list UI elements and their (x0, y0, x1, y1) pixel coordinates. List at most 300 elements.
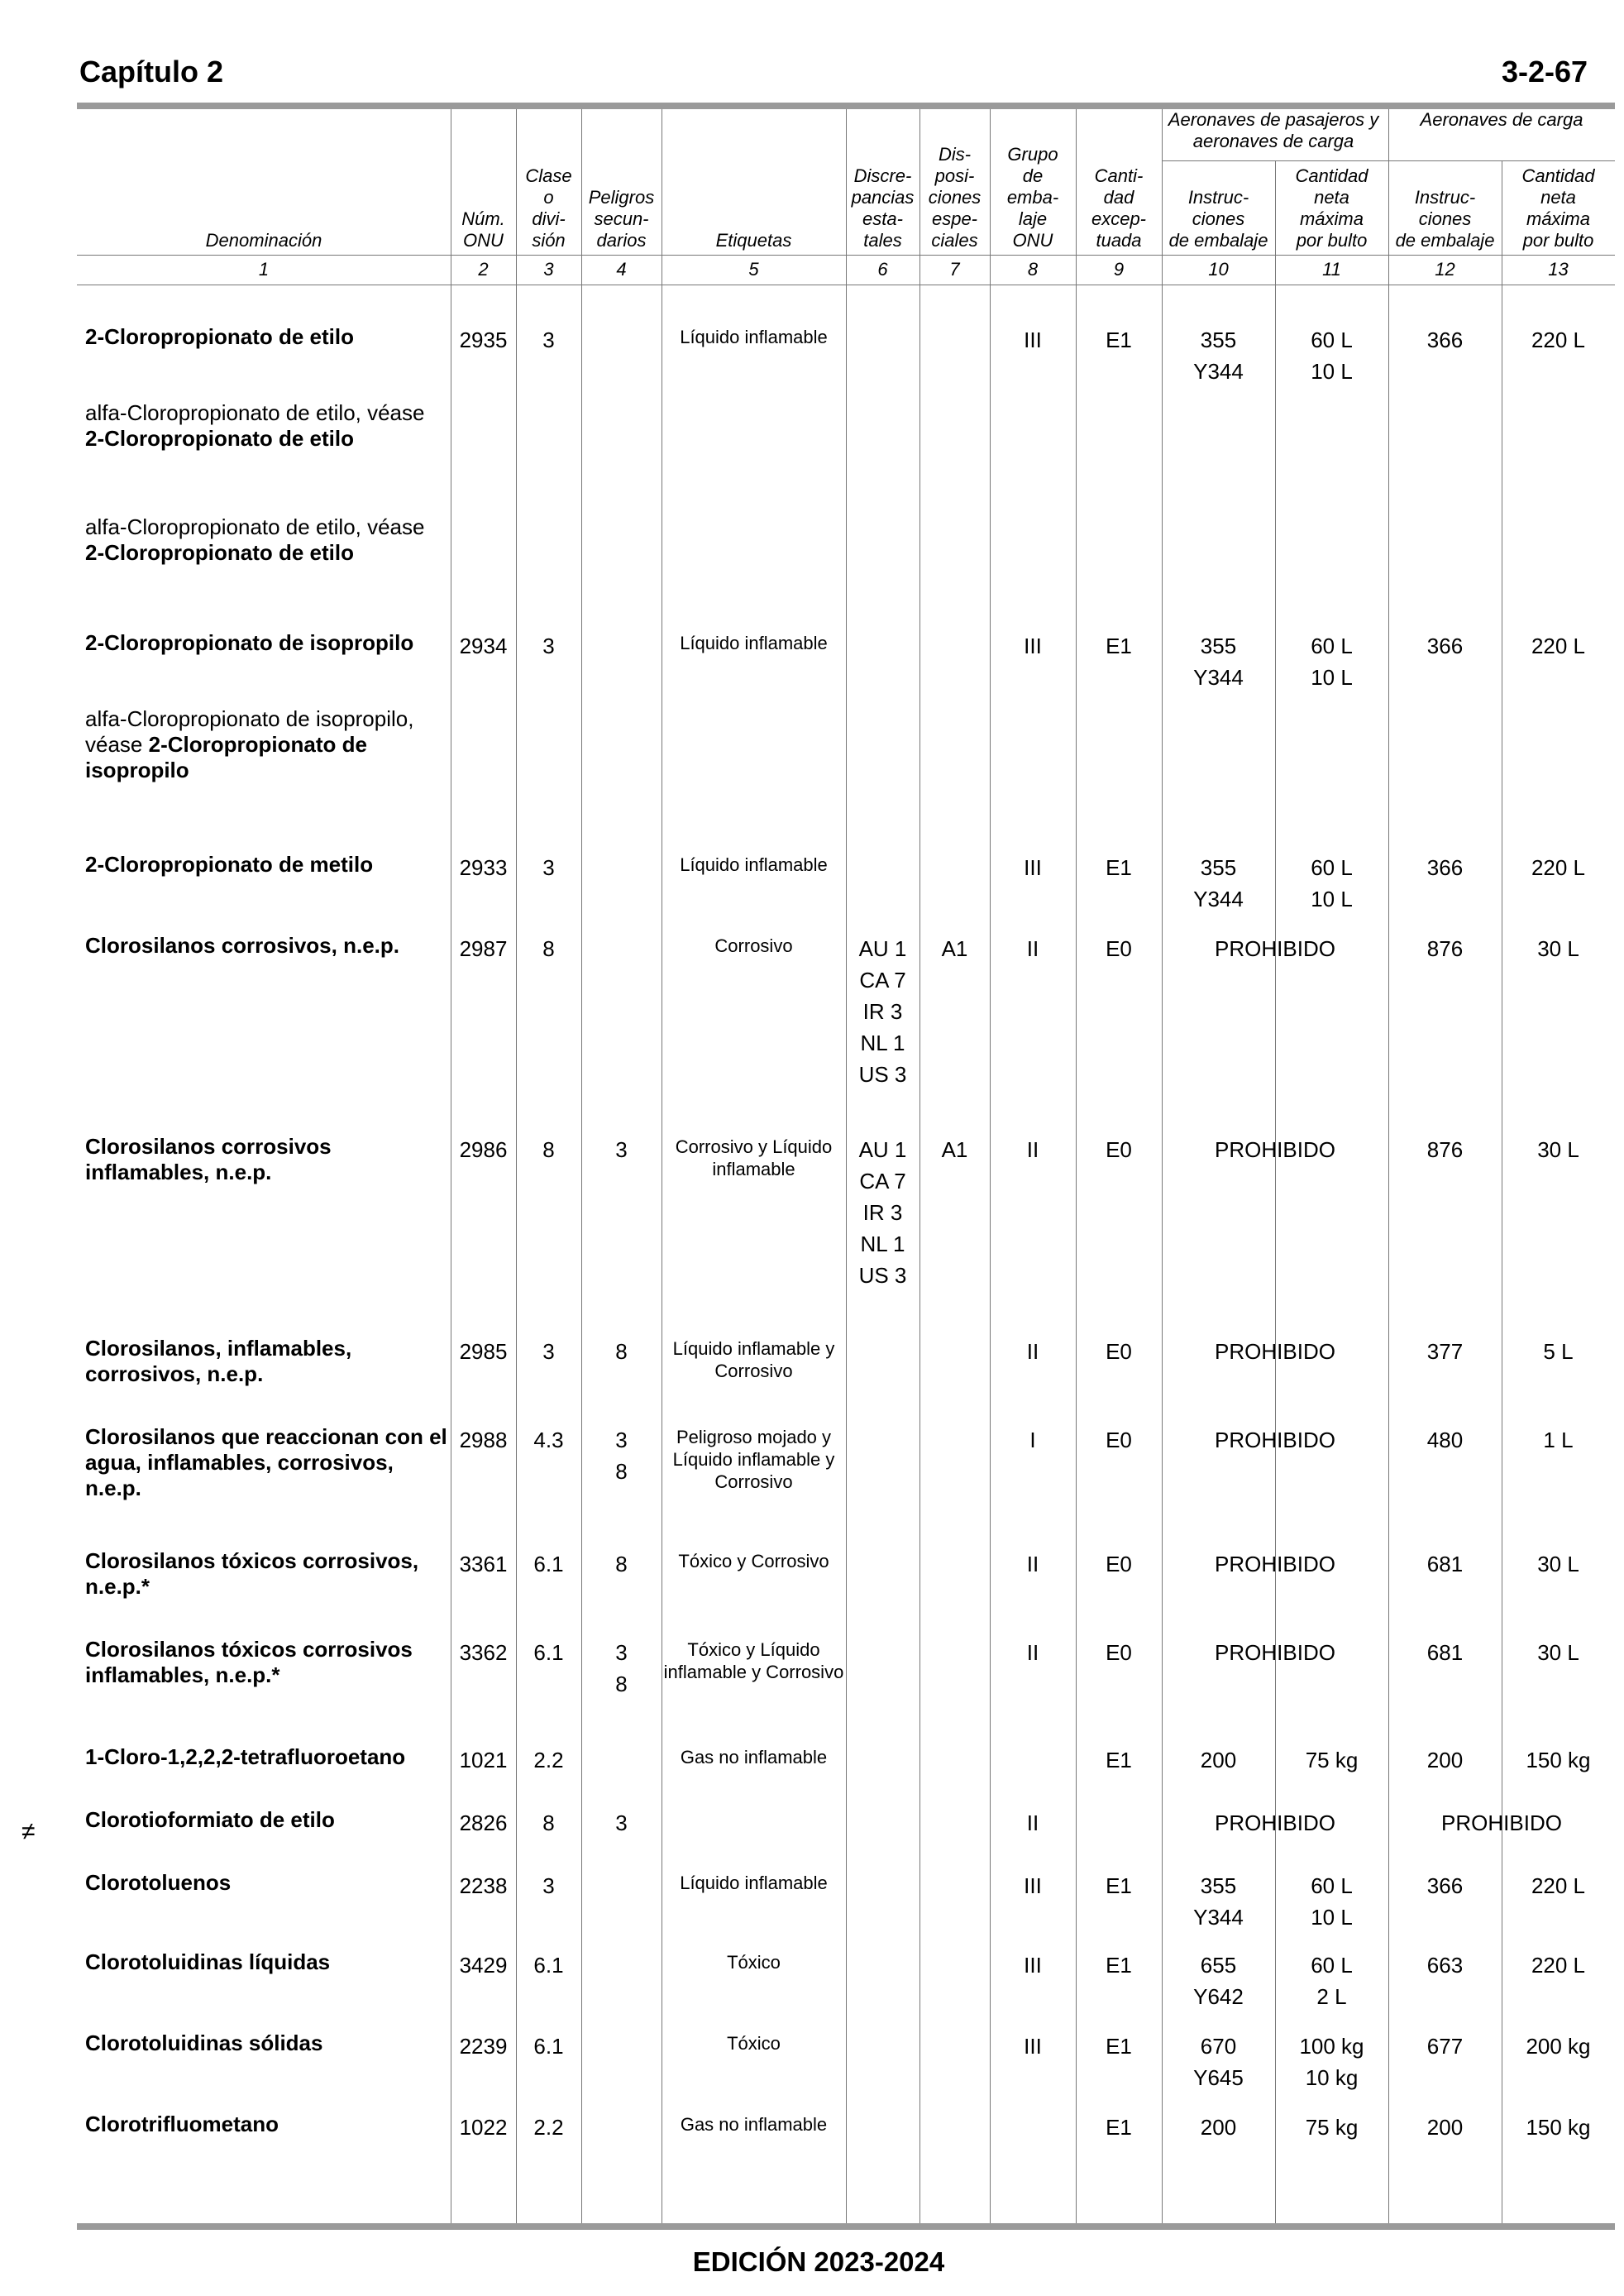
cargo-max-quantity: 220 L (1531, 634, 1586, 658)
column-header-line: espe- (931, 208, 978, 229)
cell-line: 10 kg (1305, 2065, 1359, 2090)
cell-line: NL 1 (860, 1031, 905, 1055)
packing-group: II (1026, 1137, 1039, 1162)
substance-name (85, 2031, 447, 2056)
excepted-quantity: E0 (1106, 1428, 1132, 1452)
cargo-packing-instruction: 681 (1426, 1640, 1464, 1665)
un-number: 2986 (459, 1137, 508, 1162)
cargo-max-quantity: 220 L (1531, 328, 1586, 352)
cargo-packing-instruction: 677 (1426, 2034, 1464, 2059)
cross-reference-text: alfa-Cloropropionato de isopropilo, véase (85, 706, 414, 757)
passenger-forbidden: PROHIBIDO (1215, 1640, 1335, 1665)
substance-name (85, 1424, 447, 1501)
cross-reference-text: alfa-Cloropropionato de etilo, véase (85, 400, 425, 425)
un-number: 2239 (459, 2034, 508, 2059)
cargo-max-quantity: 220 L (1531, 855, 1586, 880)
cell-line: 10 L (1311, 1905, 1353, 1930)
labels: Corrosivo (714, 935, 793, 956)
column-header-line: Peligros (588, 187, 655, 208)
column-header-line: Clase (525, 165, 572, 186)
column-header-7 (919, 144, 990, 251)
cargo-packing-instruction: 663 (1426, 1953, 1464, 1978)
column-number: 2 (478, 259, 489, 280)
column-header-10 (1162, 187, 1275, 251)
un-number: 2988 (459, 1428, 508, 1452)
cell-line: 2 L (1316, 1984, 1347, 2009)
subsidiary-hazards (581, 1424, 662, 1487)
proper-shipping-name: Clorotoluidinas sólidas (85, 2031, 323, 2055)
substance-name (85, 1807, 447, 1833)
column-header-line: por bulto (1296, 230, 1368, 251)
column-divider (990, 109, 991, 2223)
hazard-class: 3 (542, 1873, 555, 1898)
packing-group: II (1026, 1339, 1039, 1364)
excepted-quantity: E1 (1106, 1953, 1132, 1978)
proper-shipping-name: Clorosilanos, inflamables, corrosivos, n.e.p. (85, 1336, 352, 1386)
passenger-packing-instruction (1162, 852, 1275, 915)
column-header-line: Cantidad (1295, 165, 1368, 186)
passenger-packing-instruction (1162, 2031, 1275, 2093)
cell-line: 60 L (1311, 634, 1353, 658)
excepted-quantity: E1 (1106, 855, 1132, 880)
hazard-class: 6.1 (533, 1552, 564, 1576)
subsidiary-hazards (581, 1336, 662, 1367)
chapter-title: Capítulo 2 (79, 55, 224, 88)
packing-group: II (1026, 936, 1039, 961)
column-header-line: esta- (862, 208, 903, 229)
cargo-max-quantity: 150 kg (1526, 2115, 1591, 2140)
passenger-forbidden: PROHIBIDO (1215, 1137, 1335, 1162)
column-header-line: Etiquetas (715, 230, 792, 251)
column-number: 6 (877, 259, 888, 280)
proper-shipping-name: 2-Cloropropionato de etilo (85, 540, 354, 565)
column-header-line: divi- (532, 208, 566, 229)
substance-name (85, 324, 447, 350)
substance-name (85, 1870, 447, 1896)
hazard-class: 6.1 (533, 1640, 564, 1665)
column-header-13 (1502, 165, 1615, 251)
column-number: 1 (258, 259, 270, 280)
passenger-max-quantity (1275, 852, 1388, 915)
passenger-forbidden: PROHIBIDO (1215, 1428, 1335, 1452)
column-header-4 (581, 187, 662, 251)
column-header-line: de embalaje (1395, 230, 1495, 251)
cell-line: Y645 (1193, 2065, 1244, 2090)
substance-name (85, 2112, 447, 2137)
cargo-packing-instruction: 200 (1426, 1748, 1464, 1772)
column-header-line: posi- (934, 165, 975, 186)
cell-line: 75 kg (1305, 2115, 1359, 2140)
column-header-line: Canti- (1094, 165, 1144, 186)
cargo-max-quantity: 1 L (1543, 1428, 1574, 1452)
substance-name (85, 400, 447, 452)
substance-name (85, 852, 447, 878)
column-header-line: tales (863, 230, 902, 251)
column-header-line: o (543, 187, 554, 208)
column-header-line: por bulto (1522, 230, 1594, 251)
cargo-packing-instruction: 366 (1426, 634, 1464, 658)
passenger-forbidden: PROHIBIDO (1215, 936, 1335, 961)
cell-line: 60 L (1311, 328, 1353, 352)
proper-shipping-name: Clorotoluidinas líquidas (85, 1949, 331, 1974)
labels: Tóxico y Líquido inflamable y Corrosivo (663, 1639, 844, 1682)
column-header-line: tuada (1096, 230, 1142, 251)
column-divider (919, 109, 920, 2223)
cell-line: 60 L (1311, 1953, 1353, 1978)
column-header-8 (990, 144, 1076, 251)
hazard-class: 3 (542, 1339, 555, 1364)
substance-name (85, 1548, 447, 1600)
excepted-quantity: E1 (1106, 1748, 1132, 1772)
column-header-line: excep- (1091, 208, 1147, 229)
substance-name (85, 1637, 447, 1688)
column-number: 13 (1548, 259, 1569, 280)
cell-line: 355 (1200, 634, 1237, 658)
proper-shipping-name: 2-Cloropropionato de metilo (85, 852, 374, 877)
cargo-max-quantity: 220 L (1531, 1953, 1586, 1978)
hazard-class: 3 (542, 634, 555, 658)
column-divider (516, 109, 517, 2223)
un-number: 1021 (459, 1748, 508, 1772)
special-provisions: A1 (941, 936, 968, 961)
cell-line: 8 (615, 1339, 628, 1364)
excepted-quantity: E0 (1106, 1137, 1132, 1162)
un-number: 3362 (459, 1640, 508, 1665)
cell-line: 355 (1200, 328, 1237, 352)
passenger-max-quantity (1275, 324, 1388, 387)
revision-mark: ≠ (21, 1818, 36, 1845)
packing-group: II (1026, 1810, 1039, 1835)
cargo-max-quantity: 30 L (1537, 1640, 1579, 1665)
cell-line: 355 (1200, 1873, 1237, 1898)
column-number: 11 (1322, 259, 1341, 280)
page-number: 3-2-67 (1501, 55, 1588, 88)
column-header-line: neta (1540, 187, 1576, 208)
cell-line: 8 (615, 1552, 628, 1576)
cell-line: 200 (1200, 1748, 1237, 1772)
un-number: 2987 (459, 936, 508, 961)
edition-footer: EDICIÓN 2023-2024 (692, 2246, 945, 2277)
column-header-line: Cantidad (1521, 165, 1595, 186)
column-header-line: ciones (928, 187, 982, 208)
column-header-line: dad (1103, 187, 1134, 208)
un-number: 2985 (459, 1339, 508, 1364)
proper-shipping-name: Clorotrifluometano (85, 2112, 279, 2136)
column-header-line: secun- (594, 208, 649, 229)
cell-line: 3 (615, 1428, 628, 1452)
column-header-line: ONU (463, 230, 504, 251)
cargo-packing-instruction: 366 (1426, 328, 1464, 352)
labels: Líquido inflamable (680, 854, 828, 875)
un-number: 1022 (459, 2115, 508, 2140)
column-divider (1076, 109, 1077, 2223)
column-header-line: laje (1018, 208, 1048, 229)
cell-line: CA 7 (859, 968, 906, 993)
column-header-3 (516, 165, 581, 251)
packing-group: III (1024, 1953, 1042, 1978)
cell-line: 670 (1200, 2034, 1237, 2059)
column-header-line: emba- (1006, 187, 1059, 208)
special-provisions: A1 (941, 1137, 968, 1162)
cargo-packing-instruction: 366 (1426, 855, 1464, 880)
cell-line: AU 1 (858, 936, 907, 961)
cargo-packing-instruction: 876 (1426, 936, 1464, 961)
cargo-packing-instruction: 366 (1426, 1873, 1464, 1898)
column-header-line: pancias (851, 187, 915, 208)
proper-shipping-name: Clorosilanos corrosivos inflamables, n.e.p. (85, 1134, 332, 1184)
cell-line: CA 7 (859, 1169, 906, 1193)
excepted-quantity: E0 (1106, 1339, 1132, 1364)
column-divider (1388, 109, 1389, 2223)
passenger-packing-instruction (1162, 2112, 1275, 2143)
cross-reference-text: alfa-Cloropropionato de etilo, véase (85, 514, 425, 539)
cell-line: 8 (615, 1672, 628, 1696)
column-header-line: darios (596, 230, 647, 251)
labels: Líquido inflamable y Corrosivo (672, 1338, 835, 1381)
excepted-quantity: E1 (1106, 1873, 1132, 1898)
labels: Tóxico (727, 1952, 781, 1973)
column-header-line: Instruc- (1414, 187, 1476, 208)
substance-name (85, 1949, 447, 1975)
cargo-max-quantity: 30 L (1537, 1552, 1579, 1576)
cell-line: Y642 (1193, 1984, 1244, 2009)
cargo-packing-instruction: 876 (1426, 1137, 1464, 1162)
column-number: 7 (949, 259, 960, 280)
column-number: 8 (1027, 259, 1039, 280)
column-header-12 (1388, 187, 1502, 251)
cargo-packing-instruction: 200 (1426, 2115, 1464, 2140)
cell-line: Y344 (1193, 1905, 1244, 1930)
labels: Gas no inflamable (680, 2114, 828, 2135)
un-number: 2933 (459, 855, 508, 880)
column-header-11 (1275, 165, 1388, 251)
hazard-class: 2.2 (533, 1748, 564, 1772)
proper-shipping-name: Clorosilanos tóxicos corrosivos, n.e.p.* (85, 1548, 419, 1599)
passenger-forbidden: PROHIBIDO (1215, 1810, 1335, 1835)
passenger-max-quantity (1275, 2031, 1388, 2093)
cargo-forbidden: PROHIBIDO (1441, 1810, 1562, 1835)
cell-line: NL 1 (860, 1232, 905, 1256)
cell-line: Y344 (1193, 665, 1244, 690)
cargo-packing-instruction: 480 (1426, 1428, 1464, 1452)
state-variations (846, 933, 919, 1090)
cargo-packing-instruction: 377 (1426, 1339, 1464, 1364)
passenger-packing-instruction (1162, 1870, 1275, 1933)
packing-group: III (1024, 1873, 1042, 1898)
cargo-max-quantity: 150 kg (1526, 1748, 1591, 1772)
cell-line: 10 L (1311, 359, 1353, 384)
column-number: 3 (543, 259, 554, 280)
state-variations (846, 1134, 919, 1291)
hazard-class: 8 (542, 1137, 555, 1162)
column-number: 5 (748, 259, 759, 280)
packing-group: III (1024, 328, 1042, 352)
substance-name (85, 1134, 447, 1185)
subsidiary-hazards (581, 1134, 662, 1165)
hazard-class: 6.1 (533, 2034, 564, 2059)
subsidiary-hazards (581, 1807, 662, 1839)
excepted-quantity: E0 (1106, 936, 1132, 961)
labels: Líquido inflamable (680, 633, 828, 653)
substance-name (85, 1336, 447, 1387)
group-header-cargo: Aeronaves de carga (1420, 109, 1583, 130)
cell-line: 200 (1200, 2115, 1237, 2140)
column-header-line: ONU (1012, 230, 1053, 251)
subsidiary-hazards (581, 1548, 662, 1580)
passenger-max-quantity (1275, 1870, 1388, 1933)
packing-group: II (1026, 1640, 1039, 1665)
hazard-class: 3 (542, 855, 555, 880)
header-rule (77, 103, 1615, 109)
proper-shipping-name: 2-Cloropropionato de etilo (85, 324, 354, 349)
proper-shipping-name: 2-Cloropropionato de isopropilo (85, 630, 414, 655)
cell-line: 3 (615, 1137, 628, 1162)
cell-line: 3 (615, 1640, 628, 1665)
proper-shipping-name: Clorosilanos tóxicos corrosivos inflamables, n.e.p.* (85, 1637, 413, 1687)
passenger-max-quantity (1275, 2112, 1388, 2143)
column-header-line: Núm. (461, 208, 505, 229)
cell-line: 60 L (1311, 1873, 1353, 1898)
column-number: 10 (1208, 259, 1229, 280)
proper-shipping-name: Clorosilanos que reaccionan con el agua, inflamables, corrosivos, n.e.p. (85, 1424, 447, 1500)
labels: Corrosivo y Líquido inflamable (675, 1136, 833, 1179)
proper-shipping-name: Clorotoluenos (85, 1870, 232, 1895)
cell-line: Y344 (1193, 887, 1244, 911)
cell-line: 8 (615, 1459, 628, 1484)
passenger-packing-instruction (1162, 1949, 1275, 2012)
proper-shipping-name: 2-Cloropropionato de etilo (85, 426, 354, 451)
packing-group: III (1024, 634, 1042, 658)
column-divider (581, 109, 582, 2223)
packing-group: II (1026, 1552, 1039, 1576)
column-header-line: máxima (1299, 208, 1364, 229)
cell-line: AU 1 (858, 1137, 907, 1162)
cargo-packing-instruction: 681 (1426, 1552, 1464, 1576)
footer-rule (77, 2223, 1615, 2230)
labels: Gas no inflamable (680, 1747, 828, 1767)
labels: Peligroso mojado y Líquido inflamable y Corrosivo (672, 1427, 835, 1492)
hazard-class: 8 (542, 936, 555, 961)
excepted-quantity: E0 (1106, 1640, 1132, 1665)
column-header-2 (451, 208, 516, 251)
column-header-line: sión (532, 230, 566, 251)
labels: Líquido inflamable (680, 1873, 828, 1893)
cell-line: US 3 (858, 1062, 907, 1087)
passenger-packing-instruction (1162, 1744, 1275, 1776)
excepted-quantity: E1 (1106, 634, 1132, 658)
group-header-rule (1162, 160, 1615, 161)
passenger-packing-instruction (1162, 630, 1275, 693)
cell-line: 10 L (1311, 665, 1353, 690)
hazard-class: 8 (542, 1810, 555, 1835)
column-number: 4 (616, 259, 627, 280)
labels: Tóxico (727, 2033, 781, 2054)
column-header-line: ciales (931, 230, 978, 251)
column-number: 12 (1435, 259, 1455, 280)
proper-shipping-name: 1-Cloro-1,2,2,2-tetrafluoroetano (85, 1744, 406, 1769)
passenger-max-quantity (1275, 1744, 1388, 1776)
substance-name (85, 933, 447, 959)
passenger-forbidden: PROHIBIDO (1215, 1339, 1335, 1364)
column-header-line: ciones (1192, 208, 1245, 229)
column-header-9 (1076, 165, 1162, 251)
un-number: 2238 (459, 1873, 508, 1898)
column-header-line: ciones (1418, 208, 1472, 229)
substance-name (85, 1744, 447, 1770)
hazard-class: 6.1 (533, 1953, 564, 1978)
passenger-packing-instruction (1162, 324, 1275, 387)
column-header-6 (846, 165, 919, 251)
column-header-line: máxima (1526, 208, 1590, 229)
column-header-line: neta (1314, 187, 1349, 208)
proper-shipping-name: Clorosilanos corrosivos, n.e.p. (85, 933, 399, 958)
labels: Líquido inflamable (680, 327, 828, 347)
un-number: 2935 (459, 328, 508, 352)
passenger-max-quantity (1275, 1949, 1388, 2012)
column-header-line: Dis- (938, 144, 972, 165)
cell-line: IR 3 (862, 1200, 903, 1225)
excepted-quantity: E0 (1106, 1552, 1132, 1576)
hazard-class: 4.3 (533, 1428, 564, 1452)
group-header-passenger: Aeronaves de pasajeros y aeronaves de carga (1168, 109, 1379, 151)
cell-line: IR 3 (862, 999, 903, 1024)
column-header-line: Instruc- (1187, 187, 1249, 208)
cell-line: 100 kg (1299, 2034, 1364, 2059)
column-header-5 (662, 230, 846, 251)
passenger-max-quantity (1275, 630, 1388, 693)
hazard-class: 3 (542, 328, 555, 352)
column-header-line: Denominación (205, 230, 322, 251)
cell-line: 60 L (1311, 855, 1353, 880)
cargo-max-quantity: 220 L (1531, 1873, 1586, 1898)
hazard-class: 2.2 (533, 2115, 564, 2140)
cargo-max-quantity: 5 L (1543, 1339, 1574, 1364)
cell-line: 3 (615, 1810, 628, 1835)
un-number: 3361 (459, 1552, 508, 1576)
excepted-quantity: E1 (1106, 2115, 1132, 2140)
cell-line: Y344 (1193, 359, 1244, 384)
subsidiary-hazards (581, 1637, 662, 1700)
column-header-1 (77, 230, 451, 251)
cargo-max-quantity: 30 L (1537, 1137, 1579, 1162)
column-header-line: Discre- (853, 165, 912, 186)
substance-name (85, 630, 447, 656)
proper-shipping-name: Clorotioformiato de etilo (85, 1807, 335, 1832)
un-number: 3429 (459, 1953, 508, 1978)
column-header-line: de (1022, 165, 1044, 186)
cell-line: 355 (1200, 855, 1237, 880)
excepted-quantity: E1 (1106, 2034, 1132, 2059)
substance-name (85, 706, 447, 783)
passenger-forbidden: PROHIBIDO (1215, 1552, 1335, 1576)
labels: Tóxico y Corrosivo (678, 1551, 829, 1571)
substance-name (85, 514, 447, 566)
cell-line: 655 (1200, 1953, 1237, 1978)
column-number: 9 (1113, 259, 1125, 280)
excepted-quantity: E1 (1106, 328, 1132, 352)
cargo-max-quantity: 30 L (1537, 936, 1579, 961)
cell-line: US 3 (858, 1263, 907, 1288)
header-bottom-rule (77, 255, 1615, 256)
un-number: 2934 (459, 634, 508, 658)
cell-line: 10 L (1311, 887, 1353, 911)
un-number: 2826 (459, 1810, 508, 1835)
packing-group: III (1024, 855, 1042, 880)
packing-group: III (1024, 2034, 1042, 2059)
cell-line: 75 kg (1305, 1748, 1359, 1772)
column-header-line: de embalaje (1168, 230, 1268, 251)
cargo-max-quantity: 200 kg (1526, 2034, 1591, 2059)
